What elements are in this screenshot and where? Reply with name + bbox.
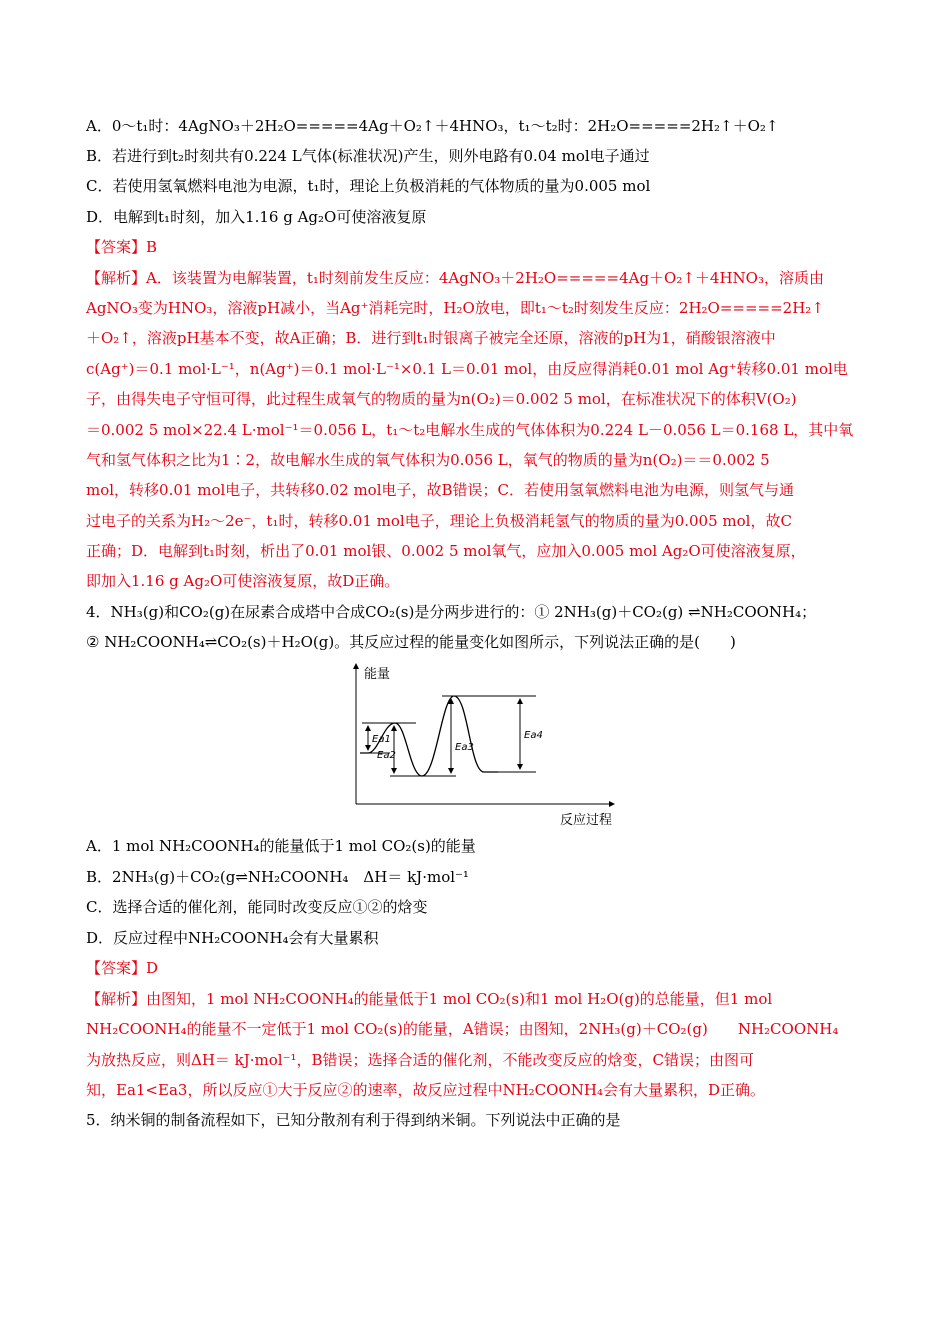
q4-answer: 【答案】D bbox=[86, 959, 159, 977]
q4-option-b: B．2NH₃(g)＋CO₂(g⇌NH₂COONH₄ ΔH＝ kJ·mol⁻¹ bbox=[86, 868, 469, 886]
y-axis-label: 能量 bbox=[364, 667, 391, 682]
q4-option-d: D．反应过程中NH₂COONH₄会有大量累积 bbox=[86, 929, 379, 947]
q4-analysis-line: 为放热反应，则ΔH＝ kJ·mol⁻¹，B错误；选择合适的催化剂，不能改变反应的焓变，C错误；由图可 bbox=[86, 1051, 755, 1069]
q3-analysis-line: 正确；D．电解到t₁时刻，析出了0.01 mol银、0.002 5 mol氧气，应加入0.005 mol Ag₂O可使溶液复原， bbox=[86, 542, 806, 560]
q3-answer: 【答案】B bbox=[86, 238, 158, 256]
q4-option-c: C．选择合适的催化剂，能同时改变反应①②的焓变 bbox=[86, 898, 428, 916]
x-axis-label: 反应过程 bbox=[560, 813, 613, 828]
q3-analysis-line: 气和氢气体积之比为1∶2，故电解水生成的氧气体积为0.056 L，氧气的物质的量为n(O₂)＝＝0.002 5 bbox=[86, 451, 770, 469]
ea3-label: Ea3 bbox=[455, 742, 474, 753]
q4-analysis-line: NH₂COONH₄的能量不一定低于1 mol CO₂(s)的能量，A错误；由图知，2NH₃(g)＋CO₂(g) NH₂COONH₄ bbox=[86, 1020, 839, 1038]
q4-stem-line: 4．NH₃(g)和CO₂(g)在尿素合成塔中合成CO₂(s)是分两步进行的：① 2NH₃(g)＋CO₂(g) ⇌NH₂COONH₄； bbox=[86, 603, 817, 621]
q3-option-c: C．若使用氢氧燃料电池为电源，t₁时，理论上负极消耗的气体物质的量为0.005 mol bbox=[86, 177, 651, 195]
q3-analysis-line: 过电子的关系为H₂～2e⁻，t₁时，转移0.01 mol电子，理论上负极消耗氢气的物质的量为0.005 mol，故C bbox=[86, 512, 792, 530]
q4-analysis-line: 【解析】由图知，1 mol NH₂COONH₄的能量低于1 mol CO₂(s)和1 mol H₂O(g)的总能量，但1 mol bbox=[86, 990, 773, 1008]
q3-analysis-line: 【解析】A．该装置为电解装置，t₁时刻前发生反应：4AgNO₃＋2H₂O=====4Ag＋O₂↑＋4HNO₃，溶质由 bbox=[86, 269, 824, 287]
q3-analysis-line: AgNO₃变为HNO₃，溶液pH减小，当Ag⁺消耗完时，H₂O放电，即t₁～t₂时刻发生反应：2H₂O=====2H₂↑ bbox=[86, 299, 824, 317]
energy-diagram bbox=[350, 660, 620, 834]
q5-stem: 5．纳米铜的制备流程如下，已知分散剂有利于得到纳米铜。下列说法中正确的是 bbox=[86, 1111, 621, 1129]
q4-option-a: A．1 mol NH₂COONH₄的能量低于1 mol CO₂(s)的能量 bbox=[86, 837, 476, 855]
q3-option-b: B．若进行到t₂时刻共有0.224 L气体(标准状况)产生，则外电路有0.04 mol电子通过 bbox=[86, 147, 650, 165]
q3-analysis-line: ＋O₂↑，溶液pH基本不变，故A正确；B．进行到t₁时银离子被完全还原，溶液的pH为1，硝酸银溶液中 bbox=[86, 329, 776, 347]
q4-stem-line: ② NH₂COONH₄⇌CO₂(s)＋H₂O(g)。其反应过程的能量变化如图所示，下列说法正确的是( ) bbox=[86, 633, 736, 651]
q3-option-a: A．0～t₁时：4AgNO₃＋2H₂O=====4Ag＋O₂↑＋4HNO₃，t₁～t₂时：2H₂O=====2H₂↑＋O₂↑ bbox=[86, 117, 779, 135]
ea2-label: Ea2 bbox=[377, 750, 396, 761]
q3-analysis-line: 子，由得失电子守恒可得，此过程生成氧气的物质的量为n(O₂)＝0.002 5 mol，在标准状况下的体积V(O₂) bbox=[86, 390, 797, 408]
q3-analysis-line: 即加入1.16 g Ag₂O可使溶液复原，故D正确。 bbox=[86, 572, 400, 590]
q3-analysis-line: c(Ag⁺)＝0.1 mol·L⁻¹，n(Ag⁺)＝0.1 mol·L⁻¹×0.1 L＝0.01 mol，由反应得消耗0.01 mol Ag⁺转移0.01 mol电 bbox=[86, 360, 848, 378]
ea4-label: Ea4 bbox=[524, 730, 543, 741]
ea1-label: Ea1 bbox=[372, 734, 391, 745]
q3-analysis-line: mol，转移0.01 mol电子，共转移0.02 mol电子，故B错误；C．若使用氢氧燃料电池为电源，则氢气与通 bbox=[86, 481, 794, 499]
q3-option-d: D．电解到t₁时刻，加入1.16 g Ag₂O可使溶液复原 bbox=[86, 208, 427, 226]
q4-analysis-line: 知，Ea1<Ea3，所以反应①大于反应②的速率，故反应过程中NH₂COONH₄会有大量累积，D正确。 bbox=[86, 1081, 765, 1099]
q3-analysis-line: ＝0.002 5 mol×22.4 L·mol⁻¹＝0.056 L，t₁～t₂电解水生成的气体体积为0.224 L－0.056 L＝0.168 L，其中氧 bbox=[86, 421, 854, 439]
